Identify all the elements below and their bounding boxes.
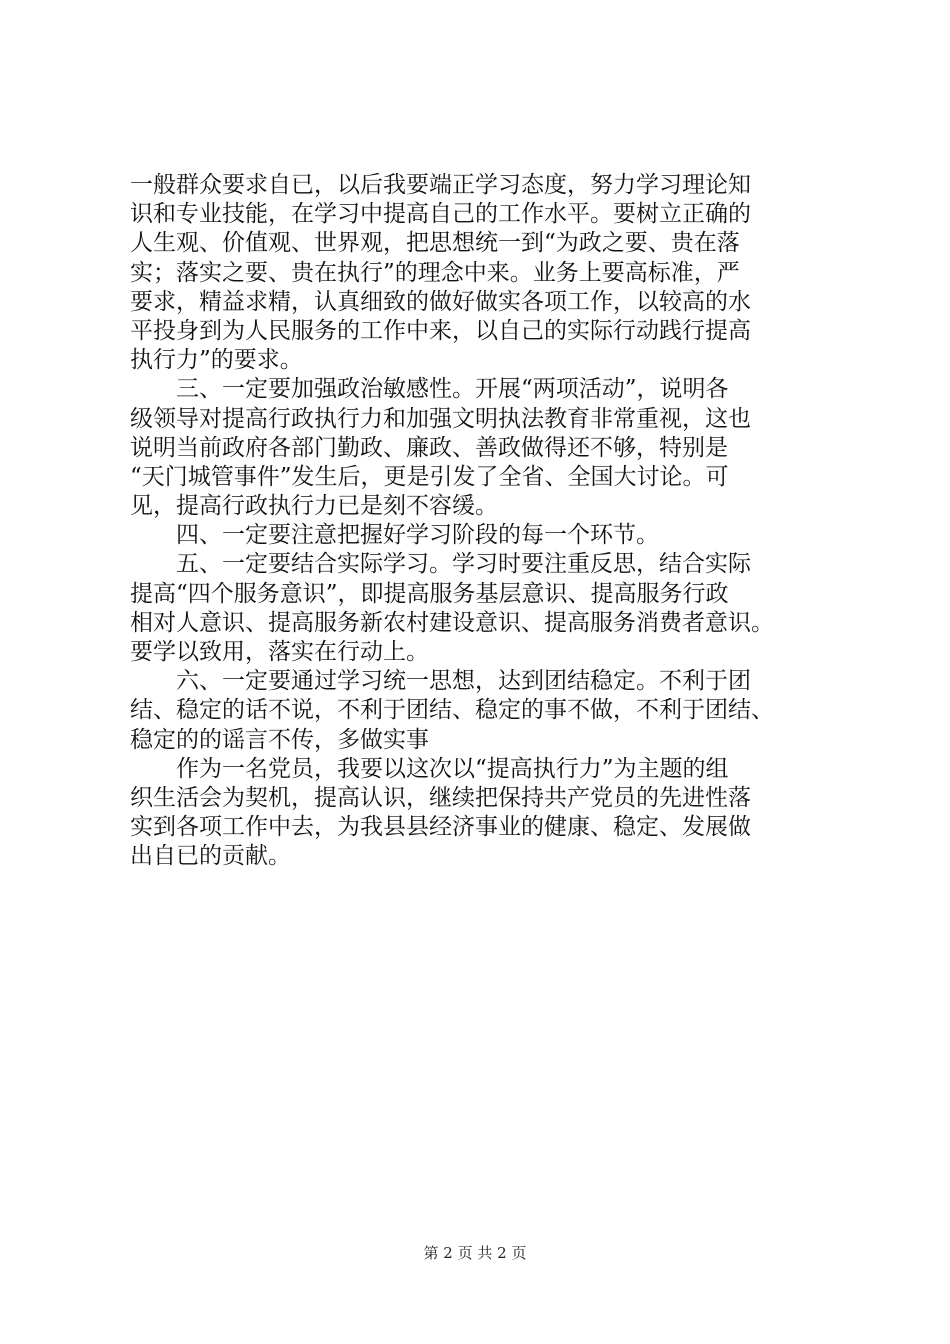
text-line: 三、一定要加强政治敏感性。开展“两项活动”，说明各 bbox=[176, 376, 729, 403]
text-line: 一般群众要求自已，以后我要端正学习态度，努力学习理论知 bbox=[130, 172, 751, 198]
text-line: 相对人意识、提高服务新农村建设意识、提高服务消费者意识。 bbox=[130, 609, 774, 636]
text-line: 平投身到为人民服务的工作中来，以自己的实际行动践行提高 bbox=[130, 317, 751, 344]
text-line: 说明当前政府各部门勤政、廉政、善政做得还不够，特别是 bbox=[130, 434, 728, 461]
document-body bbox=[130, 171, 825, 872]
text-line: 织生活会为契机，提高认识，继续把保持共产党员的先进性落 bbox=[130, 784, 751, 811]
text-line: 实到各项工作中去，为我县县经济事业的健康、稳定、发展做 bbox=[130, 814, 751, 841]
text-line: 实；落实之要、贵在执行”的理念中来。业务上要高标准，严 bbox=[130, 259, 740, 286]
text-line: 结、稳定的话不说，不利于团结、稳定的事不做，不利于团结、 bbox=[130, 697, 774, 724]
text-line: 识和专业技能，在学习中提高自己的工作水平。要树立正确的 bbox=[130, 201, 751, 228]
text-line: “天门城管事件”发生后，更是引发了全省、全国大讨论。可 bbox=[130, 463, 729, 490]
text-line: 作为一名党员，我要以这次以“提高执行力”为主题的组 bbox=[176, 755, 729, 782]
page-footer: 第 2 页 共 2 页 bbox=[423, 1244, 527, 1262]
text-line: 五、一定要结合实际学习。学习时要注重反思，结合实际 bbox=[176, 551, 751, 578]
text-line: 提高“四个服务意识”，即提高服务基层意识、提高服务行政 bbox=[130, 580, 729, 607]
text-line: 级领导对提高行政执行力和加强文明执法教育非常重视，这也 bbox=[130, 405, 751, 432]
text-line: 出自已的贡献。 bbox=[130, 843, 291, 870]
text-line: 要学以致用，落实在行动上。 bbox=[130, 639, 429, 665]
text-line: 见，提高行政执行力已是刻不容缓。 bbox=[130, 493, 498, 520]
text-line: 四、一定要注意把握好学习阶段的每一个环节。 bbox=[176, 522, 659, 549]
text-line: 稳定的的谣言不传，多做实事 bbox=[130, 726, 429, 753]
text-line: 六、一定要通过学习统一思想，达到团结稳定。不利于团 bbox=[176, 668, 751, 695]
text-line: 要求，精益求精，认真细致的做好做实各项工作，以较高的水 bbox=[130, 288, 751, 315]
text-line: 人生观、价值观、世界观，把思想统一到“为政之要、贵在落 bbox=[130, 230, 740, 257]
text-line: 执行力”的要求。 bbox=[130, 347, 303, 374]
